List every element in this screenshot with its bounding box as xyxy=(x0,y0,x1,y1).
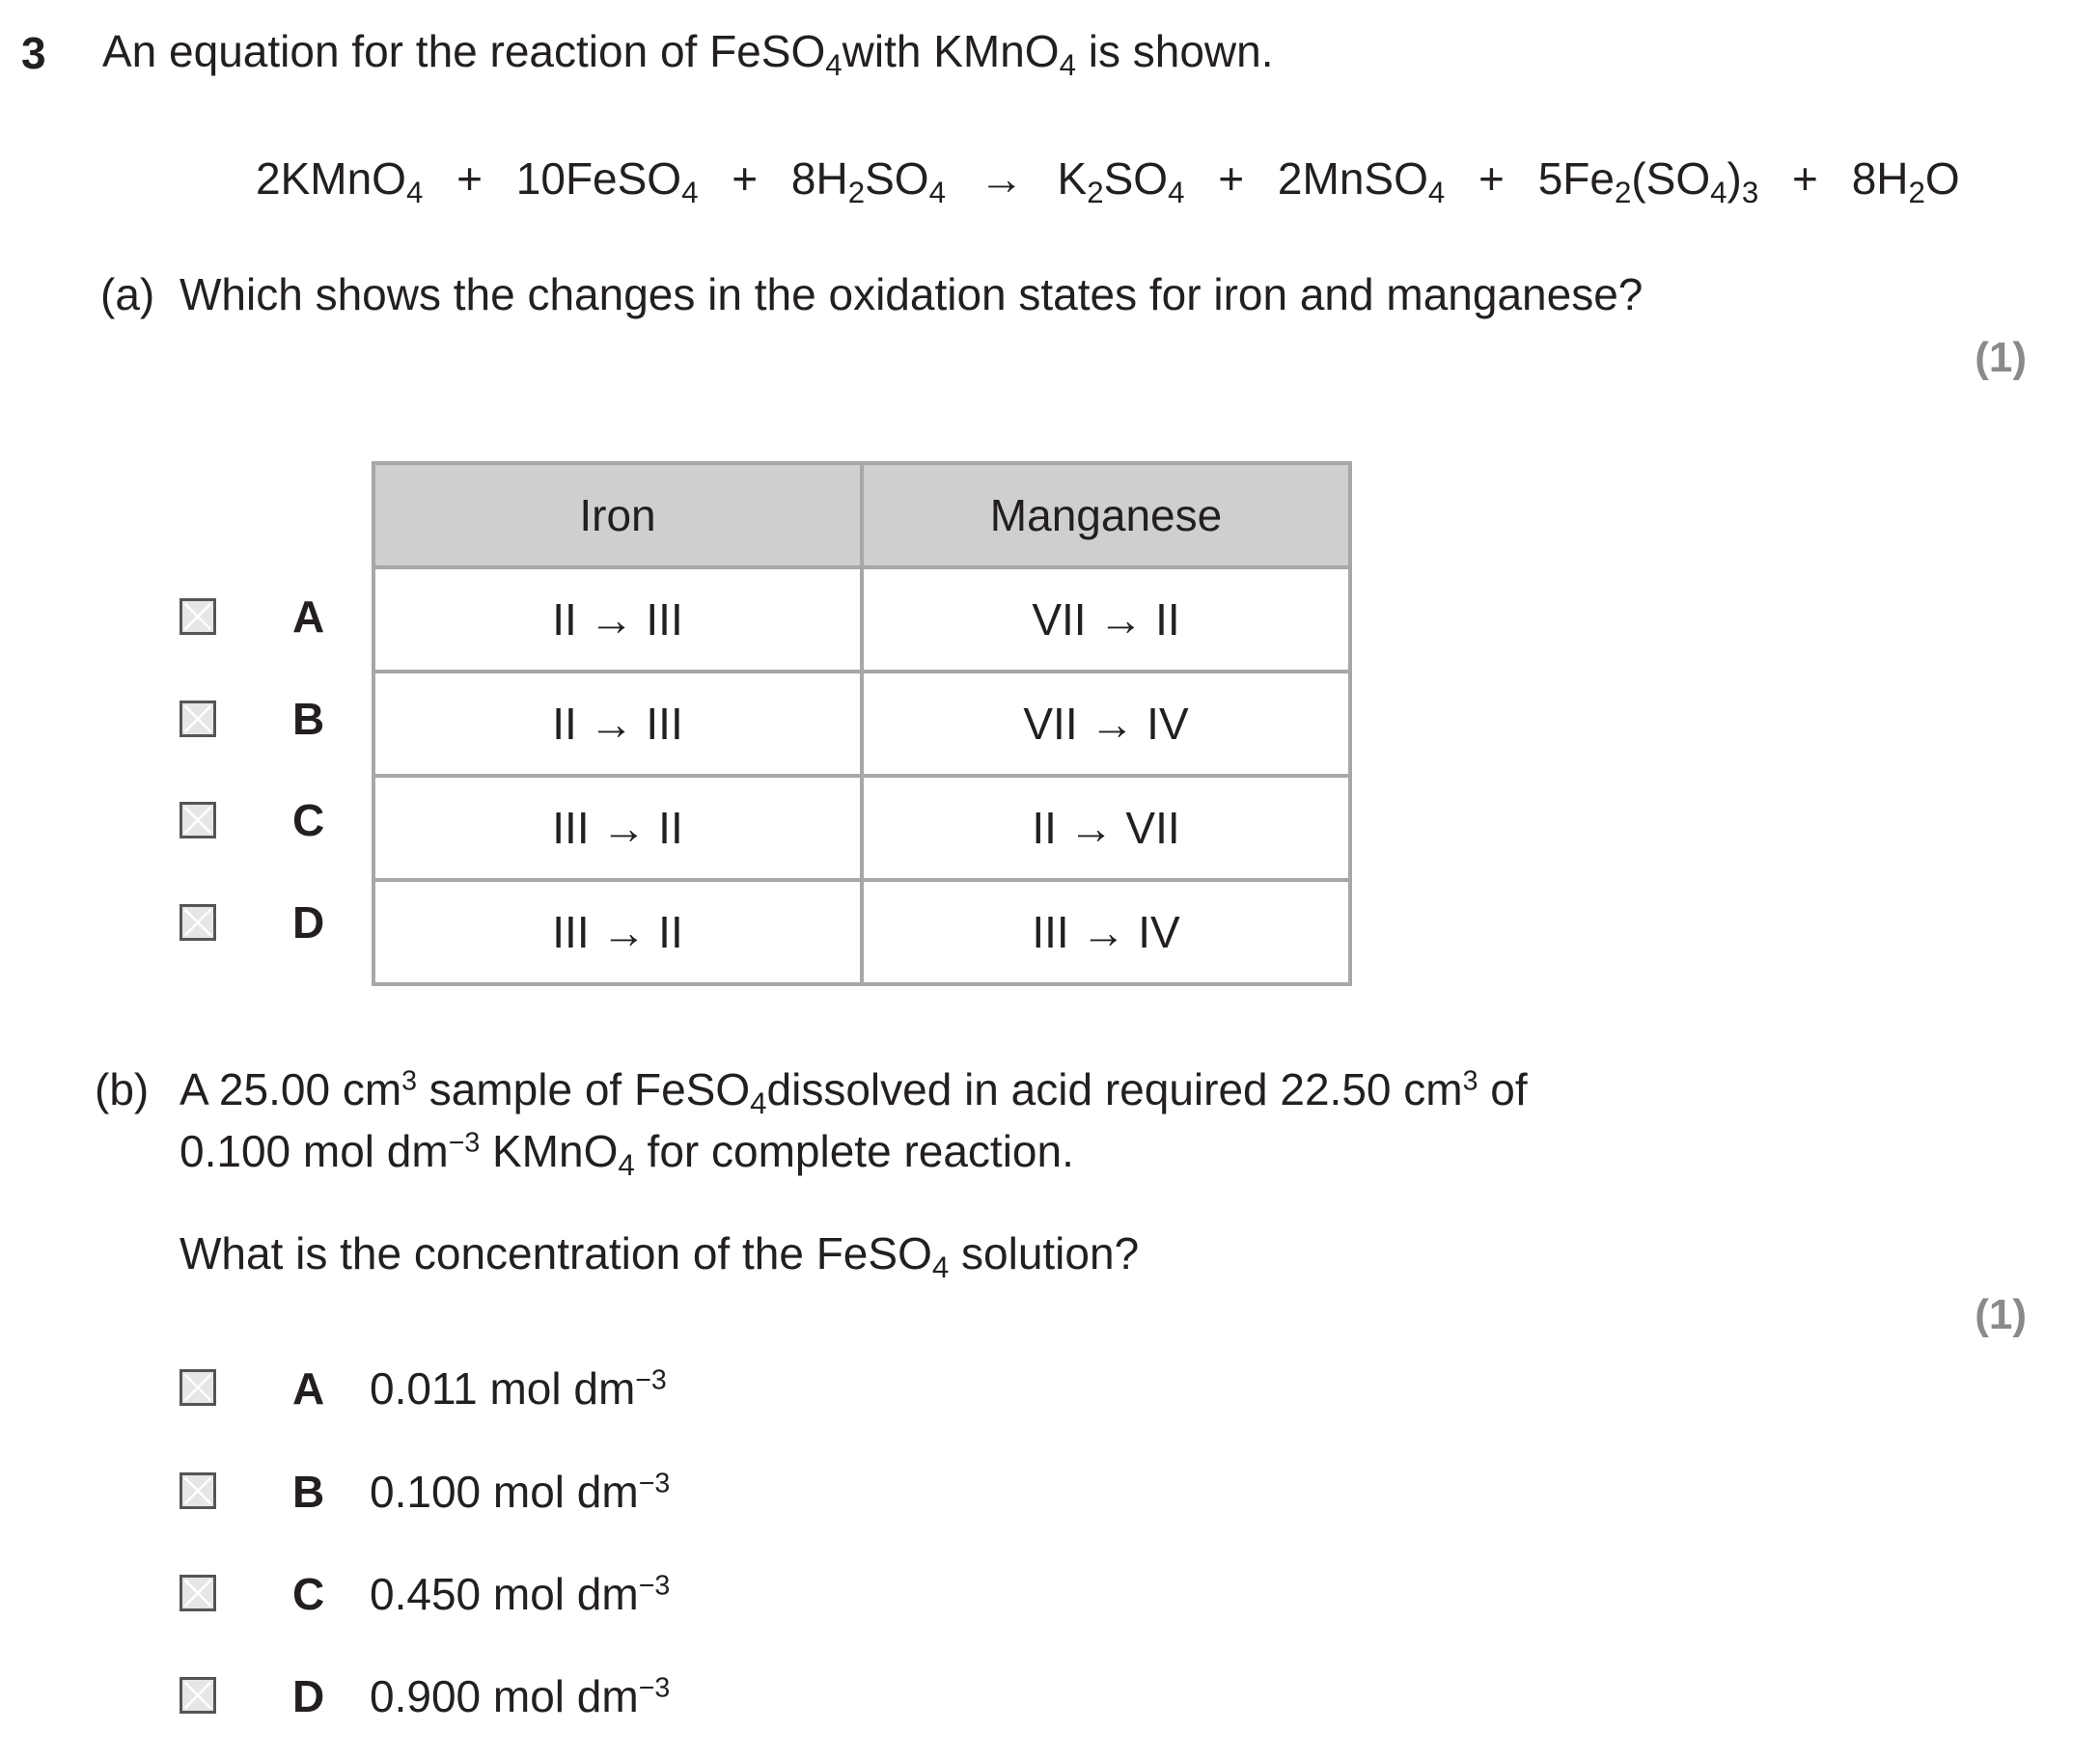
table-row xyxy=(373,880,1350,984)
cross-box-icon xyxy=(182,1475,213,1506)
cross-box-icon xyxy=(182,703,213,734)
answer-d-checkbox[interactable] xyxy=(180,1677,216,1714)
cross-box-icon xyxy=(182,601,213,632)
option-letter: C xyxy=(292,1569,325,1619)
part-a-question: Which shows the changes in the oxidation states for iron and manganese? xyxy=(180,269,1644,319)
table-row xyxy=(373,672,1350,776)
chemical-equation: 2KMnO$_4$ + 10FeSO$_4$ + $8H_2SO_4 \to K_2SO_4$ + 2MnSO$_4$ + $5Fe_2(SO_4)_3 + 8H_2O$ xyxy=(256,153,1960,209)
option-letter: D xyxy=(292,897,325,948)
column-header-manganese: Manganese xyxy=(862,463,1350,567)
answer-c-checkbox[interactable] xyxy=(180,802,216,838)
answer-a-checkbox[interactable] xyxy=(180,1369,216,1406)
cross-box-icon xyxy=(182,1578,213,1608)
option-letter: D xyxy=(292,1671,325,1721)
option-value: 0.100 mol $dm^{-3}$ xyxy=(370,1467,671,1517)
question-intro: An equation for the reaction of FeSO$_4$with KMnO$_4$ is shown. xyxy=(102,26,1274,82)
iron-cell: II → III xyxy=(373,672,862,776)
manganese-cell: III → IV xyxy=(862,880,1350,984)
iron-cell: III → II xyxy=(373,776,862,880)
option-letter: A xyxy=(292,591,325,642)
answer-a-checkbox[interactable] xyxy=(180,598,216,635)
answer-b-checkbox[interactable] xyxy=(180,701,216,737)
table-row xyxy=(373,567,1350,672)
table-header-row xyxy=(373,463,1350,567)
iron-cell: II → III xyxy=(373,567,862,672)
cross-box-icon xyxy=(182,805,213,836)
answer-b-checkbox[interactable] xyxy=(180,1472,216,1509)
part-b-label: (b) xyxy=(95,1064,150,1114)
part-b-line-2: 0.100 mol $dm^{-3}$ KMnO$_4$ for complete reaction. xyxy=(180,1126,1074,1182)
option-letter: C xyxy=(292,795,325,845)
cross-box-icon xyxy=(182,1680,213,1711)
column-header-iron: Iron xyxy=(373,463,862,567)
iron-cell: III → II xyxy=(373,880,862,984)
manganese-cell: VII → II xyxy=(862,567,1350,672)
cross-box-icon xyxy=(182,907,213,938)
part-b-marks: (1) xyxy=(1975,1291,2027,1338)
answer-c-checkbox[interactable] xyxy=(180,1575,216,1611)
option-letter: A xyxy=(292,1363,325,1414)
table-row xyxy=(373,776,1350,880)
option-letter: B xyxy=(292,1467,325,1517)
manganese-cell: VII → IV xyxy=(862,672,1350,776)
option-value: 0.900 mol $dm^{-3}$ xyxy=(370,1671,671,1721)
part-a-label: (a) xyxy=(100,269,155,319)
option-value: 0.450 mol $dm^{-3}$ xyxy=(370,1569,671,1619)
oxidation-state-table xyxy=(372,461,1352,986)
option-value: 0.011 mol $dm^{-3}$ xyxy=(370,1363,667,1414)
answer-d-checkbox[interactable] xyxy=(180,904,216,941)
cross-box-icon xyxy=(182,1372,213,1403)
part-a-marks: (1) xyxy=(1975,334,2027,381)
part-b-question: What is the concentration of the FeSO$_4$ solution? xyxy=(180,1228,1140,1284)
option-letter: B xyxy=(292,694,325,744)
manganese-cell: II → VII xyxy=(862,776,1350,880)
part-b-line-1: A 25.00 $cm^3$ sample of FeSO$_4$dissolved in acid required 22.50 $cm^3$ of xyxy=(180,1064,1528,1120)
question-number: 3 xyxy=(21,28,46,78)
